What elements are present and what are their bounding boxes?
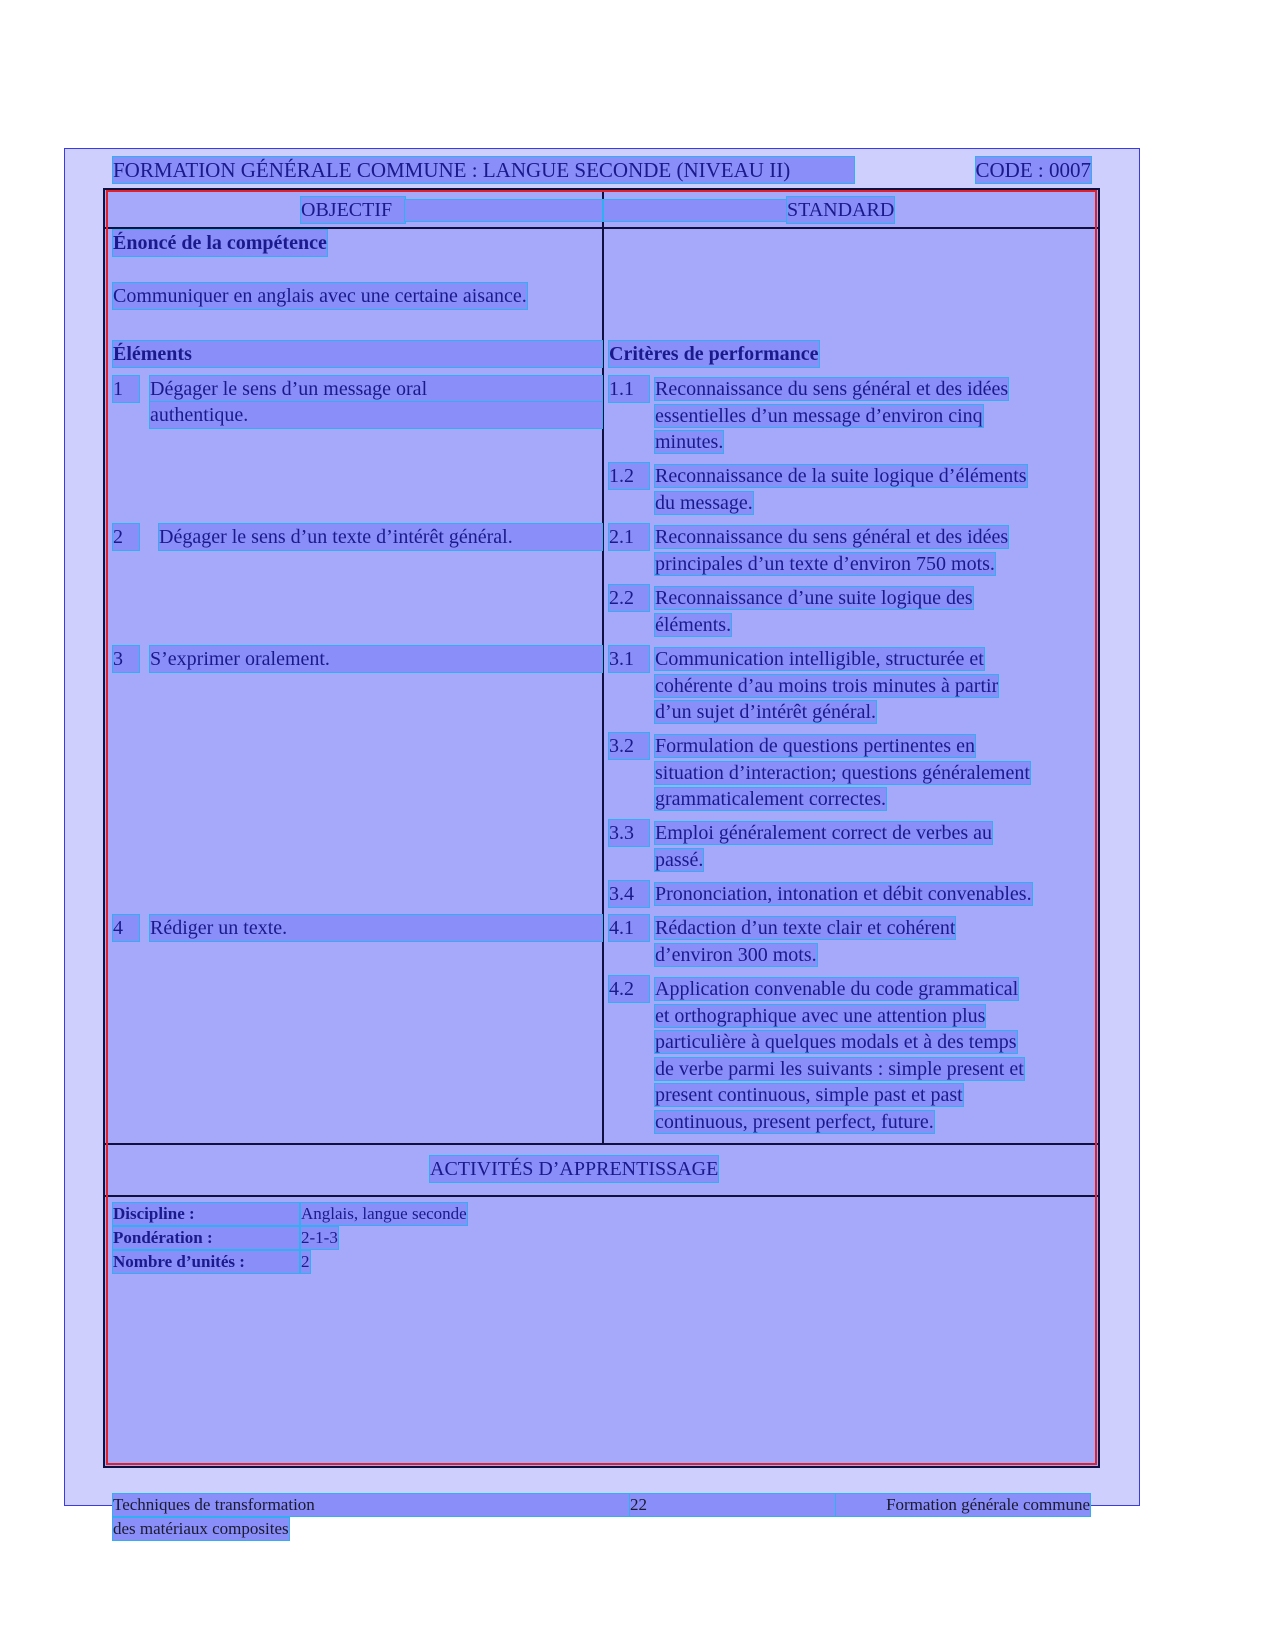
header-title: FORMATION GÉNÉRALE COMMUNE : LANGUE SECONDE (NIVEAU II)	[113, 157, 854, 183]
col-header-objectif-fill	[405, 200, 602, 221]
criterion-line: Reconnaissance du sens général et des idées	[655, 378, 1009, 400]
elements-heading: Éléments	[113, 341, 602, 367]
col-header-standard-fill	[604, 200, 787, 221]
discipline-label: Discipline :	[113, 1203, 299, 1225]
criterion-text	[655, 376, 1083, 456]
criterion-num: 2.1	[609, 524, 649, 550]
element-text: S’exprimer oralement.	[150, 646, 602, 672]
element-num: 4	[113, 915, 139, 941]
activities-bottom-divider	[105, 1195, 1098, 1197]
criterion-num: 4.2	[609, 976, 649, 1002]
footer-left-line1: Techniques de transformation	[113, 1494, 629, 1516]
criterion-line: d’environ 300 mots.	[655, 943, 817, 966]
element-num: 3	[113, 646, 139, 672]
enonce-text: Communiquer en anglais avec une certaine aisance.	[113, 285, 527, 307]
criterion-line: grammaticalement correctes.	[655, 788, 886, 810]
criterion-line: du message.	[655, 491, 753, 514]
criterion-line: Reconnaissance de la suite logique d’éléments	[655, 465, 1027, 487]
criterion-text	[655, 976, 1083, 1135]
criterion-text	[655, 820, 1083, 873]
criterion-line: Reconnaissance d’une suite logique des	[655, 587, 973, 609]
criterion-text	[655, 524, 1083, 577]
criterion-line: cohérente d’au moins trois minutes à partir	[655, 674, 999, 697]
enonce-heading: Énoncé de la compétence	[113, 232, 327, 254]
criterion-num: 2.2	[609, 585, 649, 611]
col-header-standard: STANDARD	[787, 199, 895, 221]
footer-right: Formation générale commune	[836, 1494, 1090, 1516]
criterion-line: Prononciation, intonation et débit convenables.	[655, 883, 1032, 905]
element-text: Rédiger un texte.	[150, 915, 602, 941]
criterion-line: Emploi généralement correct de verbes au	[655, 822, 993, 844]
criterion-line: éléments.	[655, 613, 732, 636]
criterion-line: principales d’un texte d’environ 750 mots.	[655, 552, 995, 575]
criterion-num: 3.2	[609, 733, 649, 759]
criterion-line: Communication intelligible, structurée et	[655, 648, 984, 670]
criterion-line: de verbe parmi les suivants : simple present et	[655, 1057, 1024, 1080]
criterion-num: 3.4	[609, 881, 649, 907]
criterion-line: particulière à quelques modals et à des temps	[655, 1031, 1017, 1053]
criterion-text	[655, 585, 1083, 638]
header-row-divider	[105, 227, 1098, 229]
criterion-num: 4.1	[609, 915, 649, 941]
criterion-text	[655, 915, 1083, 968]
element-text: Dégager le sens d’un message oral	[150, 376, 602, 402]
criterion-num: 1.1	[609, 376, 649, 402]
criterion-text	[655, 881, 1083, 908]
criterion-num: 1.2	[609, 463, 649, 489]
criterion-text	[655, 646, 1083, 726]
element-text: authentique.	[150, 402, 602, 428]
criterion-line: Formulation de questions pertinentes en	[655, 735, 975, 757]
criterion-line: Rédaction d’un texte clair et cohérent	[655, 917, 956, 939]
criteres-heading: Critères de performance	[609, 343, 819, 365]
criterion-line: situation d’interaction; questions généralement	[655, 761, 1030, 784]
header-code: CODE : 0007	[975, 158, 1091, 182]
column-divider	[602, 190, 604, 1144]
element-text: Dégager le sens d’un texte d’intérêt général.	[159, 524, 602, 550]
activities-top-divider	[105, 1143, 1098, 1145]
criterion-line: d’un sujet d’intérêt général.	[655, 701, 877, 723]
unites-value: 2	[301, 1252, 310, 1271]
criterion-num: 3.1	[609, 646, 649, 672]
ponderation-value: 2-1-3	[301, 1228, 338, 1247]
criterion-line: Reconnaissance du sens général et des idées	[655, 526, 1009, 548]
criterion-line: passé.	[655, 848, 704, 871]
col-header-objectif: OBJECTIF	[301, 197, 405, 223]
criterion-line: essentielles d’un message d’environ cinq	[655, 404, 983, 427]
criterion-text	[655, 463, 1083, 516]
footer-left-line2: des matériaux composites	[113, 1519, 289, 1538]
unites-label: Nombre d’unités :	[113, 1251, 299, 1273]
criterion-line: present continuous, simple past et past	[655, 1084, 963, 1106]
criterion-line: minutes.	[655, 431, 724, 453]
criterion-line: Application convenable du code grammatical	[655, 978, 1019, 1000]
document-header	[113, 157, 1091, 183]
footer-page-number: 22	[630, 1494, 836, 1516]
criterion-line: continuous, present perfect, future.	[655, 1110, 934, 1133]
criterion-num: 3.3	[609, 820, 649, 846]
activites-heading: ACTIVITÉS D’APPRENTISSAGE	[430, 1158, 719, 1180]
element-num: 2	[113, 524, 139, 550]
element-num: 1	[113, 376, 139, 402]
ponderation-label: Pondération :	[113, 1227, 299, 1249]
criterion-text	[655, 733, 1083, 813]
criterion-line: et orthographique avec une attention plus	[655, 1004, 986, 1027]
discipline-value: Anglais, langue seconde	[301, 1204, 467, 1223]
